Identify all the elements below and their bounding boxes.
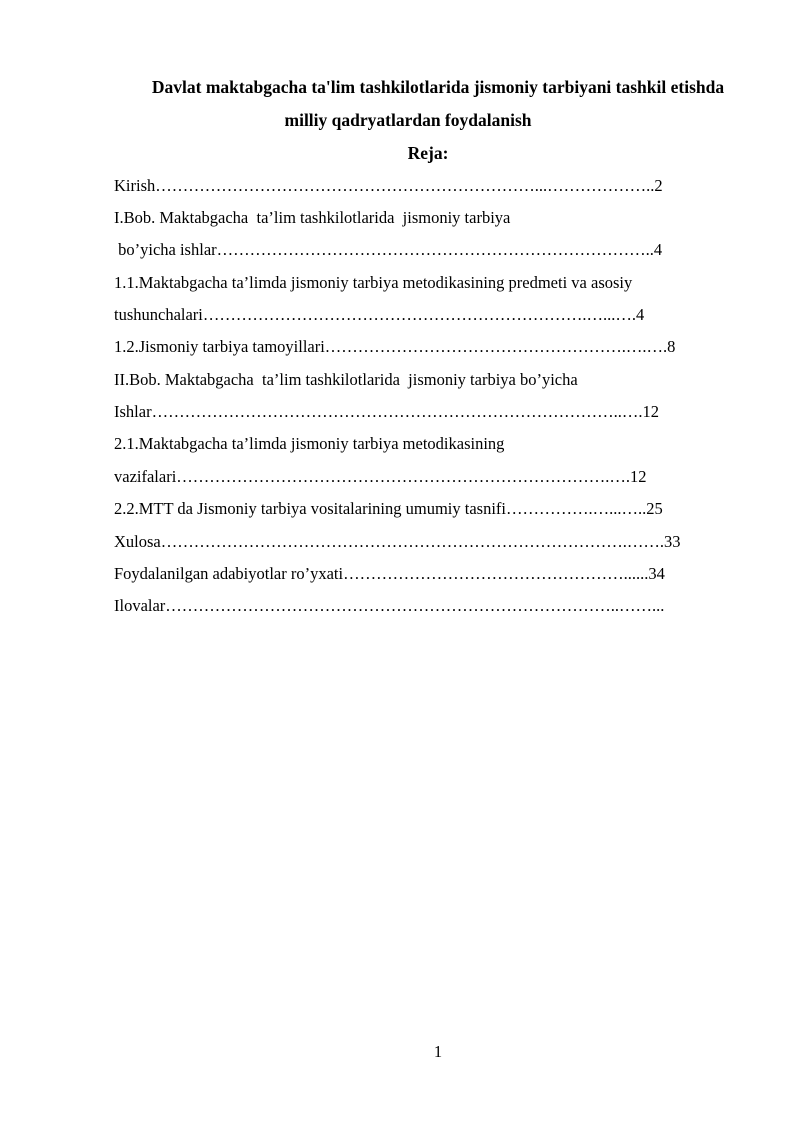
toc-entry-section-2-2: 2.2.MTT da Jismoniy tarbiya vositalarining umumiy tasnifi…………….…...…..25: [114, 499, 663, 518]
toc-entry-section-1-1-line-1: 1.1.Maktabgacha ta’limda jismoniy tarbiya metodikasining predmeti va asosiy: [114, 273, 633, 292]
page-number: 1: [433, 1042, 443, 1061]
toc-entry-section-2-1-line-1: 2.1.Maktabgacha ta’limda jismoniy tarbiya metodikasining: [114, 434, 505, 453]
toc-entry-adabiyotlar: Foydalanilgan adabiyotlar ro’yxati……………………………………………......34: [114, 564, 665, 583]
plan-heading: Reja:: [407, 143, 449, 163]
toc-entry-section-1-1-line-2: tushunchalari…………………………………………………………….…...….4: [114, 305, 645, 324]
document-title-line-2: milliy qadryatlardan foydalanish: [284, 110, 532, 130]
toc-entry-ilovalar: Ilovalar………………………………………………………………………..……...: [114, 596, 665, 615]
toc-entry-chapter-1-line-1: I.Bob. Maktabgacha ta’lim tashkilotlarida jismoniy tarbiya: [114, 208, 511, 227]
toc-entry-chapter-2-line-2: Ishlar…………………………………………………………………………..….12: [114, 402, 659, 421]
toc-entry-section-2-1-line-2: vazifalari…………………………………………………………………….….12: [114, 467, 647, 486]
toc-entry-chapter-2-line-1: II.Bob. Maktabgacha ta’lim tashkilotlarida jismoniy tarbiya bo’yicha: [114, 370, 578, 389]
toc-entry-section-1-2: 1.2.Jismoniy tarbiya tamoyillari……………………………………………….….….8: [114, 337, 676, 356]
toc-entry-chapter-1-line-2: bo’yicha ishlar……………………………………………………………………..4: [114, 240, 663, 259]
toc-entry-xulosa: Xulosa………………………………………………………………………….…….33: [114, 532, 681, 551]
toc-entry-kirish: Kirish……………………………………………………………...………………..2: [114, 176, 663, 195]
document-title-line-1: Davlat maktabgacha ta'lim tashkilotlarida jismoniy tarbiyani tashkil etishda: [151, 77, 725, 97]
